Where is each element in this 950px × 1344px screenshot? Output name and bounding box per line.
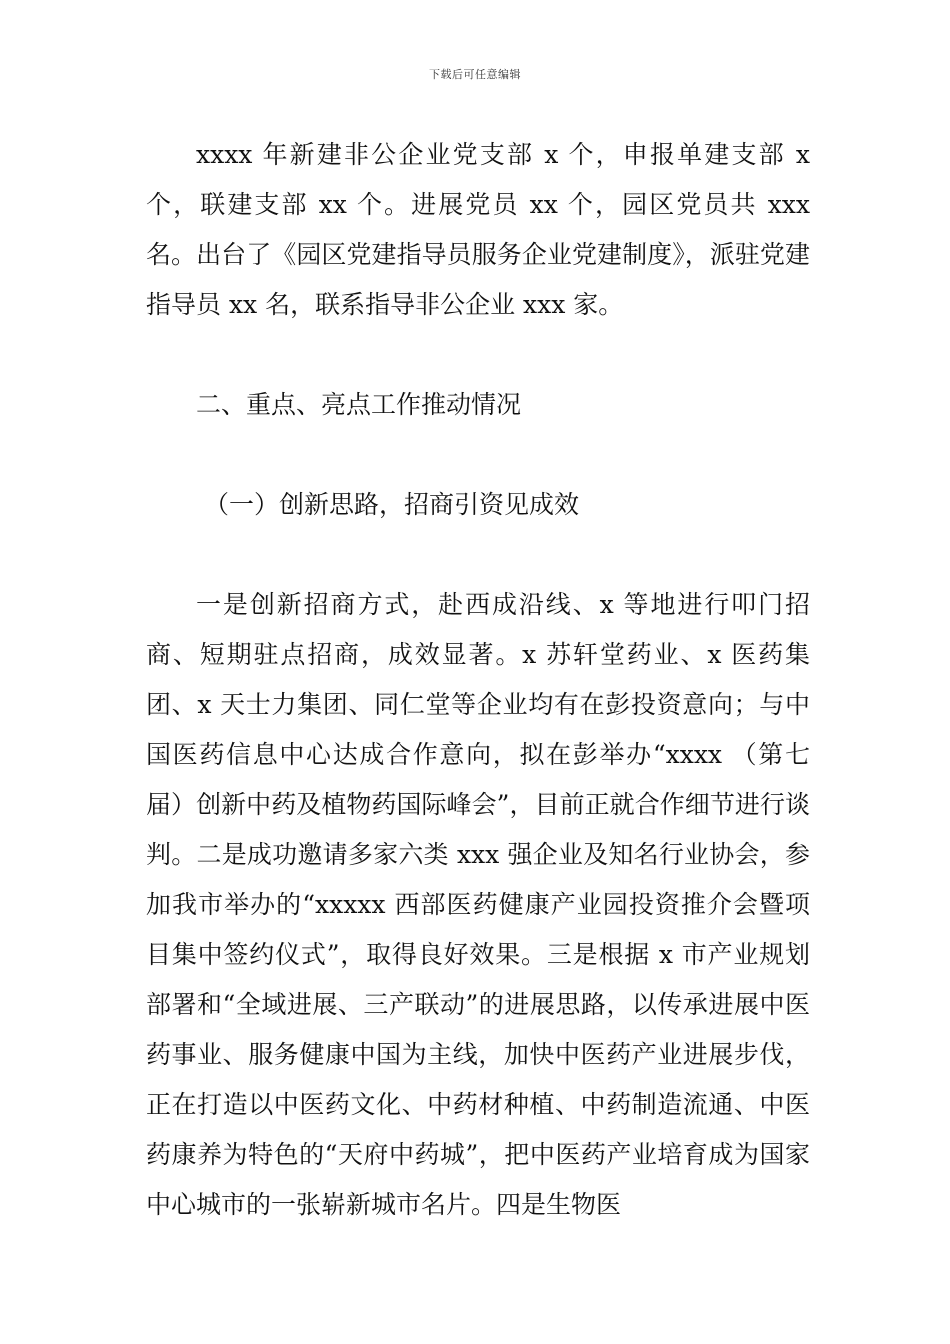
paragraph-investment: 一是创新招商方式，赴西成沿线、x 等地进行叩门招商、短期驻点招商，成效显著。x 苏轩堂药业、x 医药集团、x 天士力集团、同仁堂等企业均有在彭投资意向；与中国医药信息中心达成合作意向，拟在彭举办“xxxx （第七届）创新中药及植物药国际峰会”，目前正就合作细节进行谈判。二是成功邀请多家六类 xxx 强企业及知名行业协会，参加我市举办的“xxxxx 西部医药健康产业园投资推介会暨项目集中签约仪式”，取得良好效果。三是根据 x 市产业规划部署和“全域进展、三产联动”的进展思路，以传承进展中医药事业、服务健康中国为主线，加快中医药产业进展步伐，正在打造以中医药文化、中药材种植、中药制造流通、中医药康养为特色的“天府中药城”，把中医药产业培育成为国家中心城市的一张崭新城市名片。四是生物医 — [146, 590, 810, 1219]
document-body — [146, 130, 810, 1230]
paragraph-gap — [146, 430, 810, 480]
paragraph-party-building: xxxx 年新建非公企业党支部 x 个，申报单建支部 x 个，联建支部 xx 个。进展党员 xx 个，园区党员共 xxx 名。出台了《园区党建指导员服务企业党建制度》，派驻党建指导员 xx 名，联系指导非公企业 xxx 家。 — [146, 140, 810, 319]
page-header: 下载后可任意编辑 — [429, 68, 521, 81]
paragraph-gap — [146, 530, 810, 580]
section-heading: 二、重点、亮点工作推动情况 — [196, 390, 522, 419]
subsection-heading: （一）创新思路，招商引资见成效 — [204, 490, 580, 519]
paragraph-gap — [146, 330, 810, 380]
